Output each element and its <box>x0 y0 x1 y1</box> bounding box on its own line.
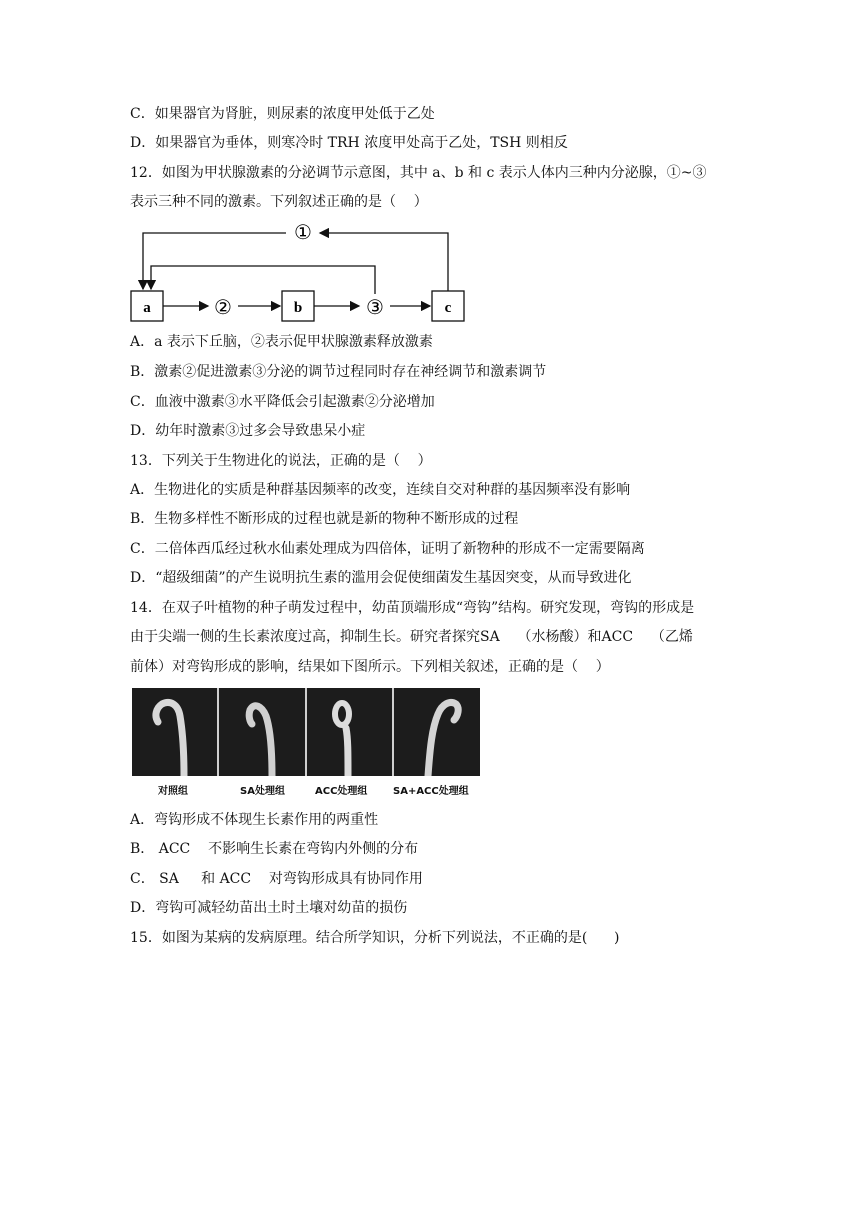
option-c-q12: C．血液中激素③水平降低会引起激素②分泌增加 <box>130 394 435 410</box>
caption-sa-acc: SA+ACC处理组 <box>393 786 469 797</box>
box-c-label: c <box>444 300 452 316</box>
option-a-q13: A．生物进化的实质是种群基因频率的改变，连续自交对种群的基因频率没有影响 <box>130 482 631 498</box>
feedback-3-to-a <box>151 266 375 294</box>
option-b-q12: B．激素②促进激素③分泌的调节过程同时存在神经调节和激素调节 <box>130 364 547 380</box>
feedback-1-to-a <box>143 233 286 289</box>
caption-control: 对照组 <box>158 786 188 797</box>
option-d-q14: D．弯钩可减轻幼苗出土时土壤对幼苗的损伤 <box>130 900 408 916</box>
question-14-line3: 前体）对弯钩形成的影响，结果如下图所示。下列相关叙述，正确的是（ ） <box>130 659 610 675</box>
option-d-q11: D．如果器官为垂体，则寒冷时 TRH 浓度甲处高于乙处，TSH 则相反 <box>130 135 568 151</box>
option-c-q11: C．如果器官为肾脏，则尿素的浓度甲处低于乙处 <box>130 106 435 122</box>
hormone-3-label: ③ <box>366 295 384 319</box>
option-d-q13: D．“超级细菌”的产生说明抗生素的滥用会促使细菌发生基因突变，从而导致进化 <box>130 570 632 586</box>
question-13: 13．下列关于生物进化的说法，正确的是（ ） <box>130 453 432 469</box>
option-b-q14: B． ACC 不影响生长素在弯钩内外侧的分布 <box>130 841 419 857</box>
option-a-q12: A．a 表示下丘脑，②表示促甲状腺激素释放激素 <box>130 334 433 350</box>
caption-acc: ACC处理组 <box>315 786 368 797</box>
box-b-label: b <box>293 300 303 316</box>
question-12-line1: 12．如图为甲状腺激素的分泌调节示意图，其中 a、b 和 c 表示人体内三种内分泌腺，①~③ <box>130 165 707 181</box>
option-a-q14: A．弯钩形成不体现生长素作用的两重性 <box>130 812 379 828</box>
question-14-line1: 14．在双子叶植物的种子萌发过程中，幼苗顶端形成“弯钩”结构。研究发现，弯钩的形成是 <box>130 600 695 616</box>
caption-sa: SA处理组 <box>240 786 285 797</box>
option-c-q13: C．二倍体西瓜经过秋水仙素处理成为四倍体，证明了新物种的形成不一定需要隔离 <box>130 541 645 557</box>
hormone-1-label: ① <box>294 220 312 244</box>
option-d-q12: D．幼年时激素③过多会导致患呆小症 <box>130 423 366 439</box>
seedling-photo-strip <box>132 688 480 776</box>
thyroid-regulation-diagram <box>128 216 468 328</box>
question-14-line2: 由于尖端一侧的生长素浓度过高，抑制生长。研究者探究SA （水杨酸）和ACC （乙烯 <box>130 629 693 645</box>
question-12-line2: 表示三种不同的激素。下列叙述正确的是（ ） <box>130 194 428 210</box>
hormone-2-label: ② <box>214 295 232 319</box>
option-c-q14: C． SA 和 ACC 对弯钩形成具有协同作用 <box>130 871 423 887</box>
option-b-q13: B．生物多样性不断形成的过程也就是新的物种不断形成的过程 <box>130 511 519 527</box>
feedback-c-to-1 <box>320 233 448 291</box>
box-a-label: a <box>143 300 151 316</box>
question-15: 15．如图为某病的发病原理。结合所学知识，分析下列说法，不正确的是( ) <box>130 930 620 946</box>
